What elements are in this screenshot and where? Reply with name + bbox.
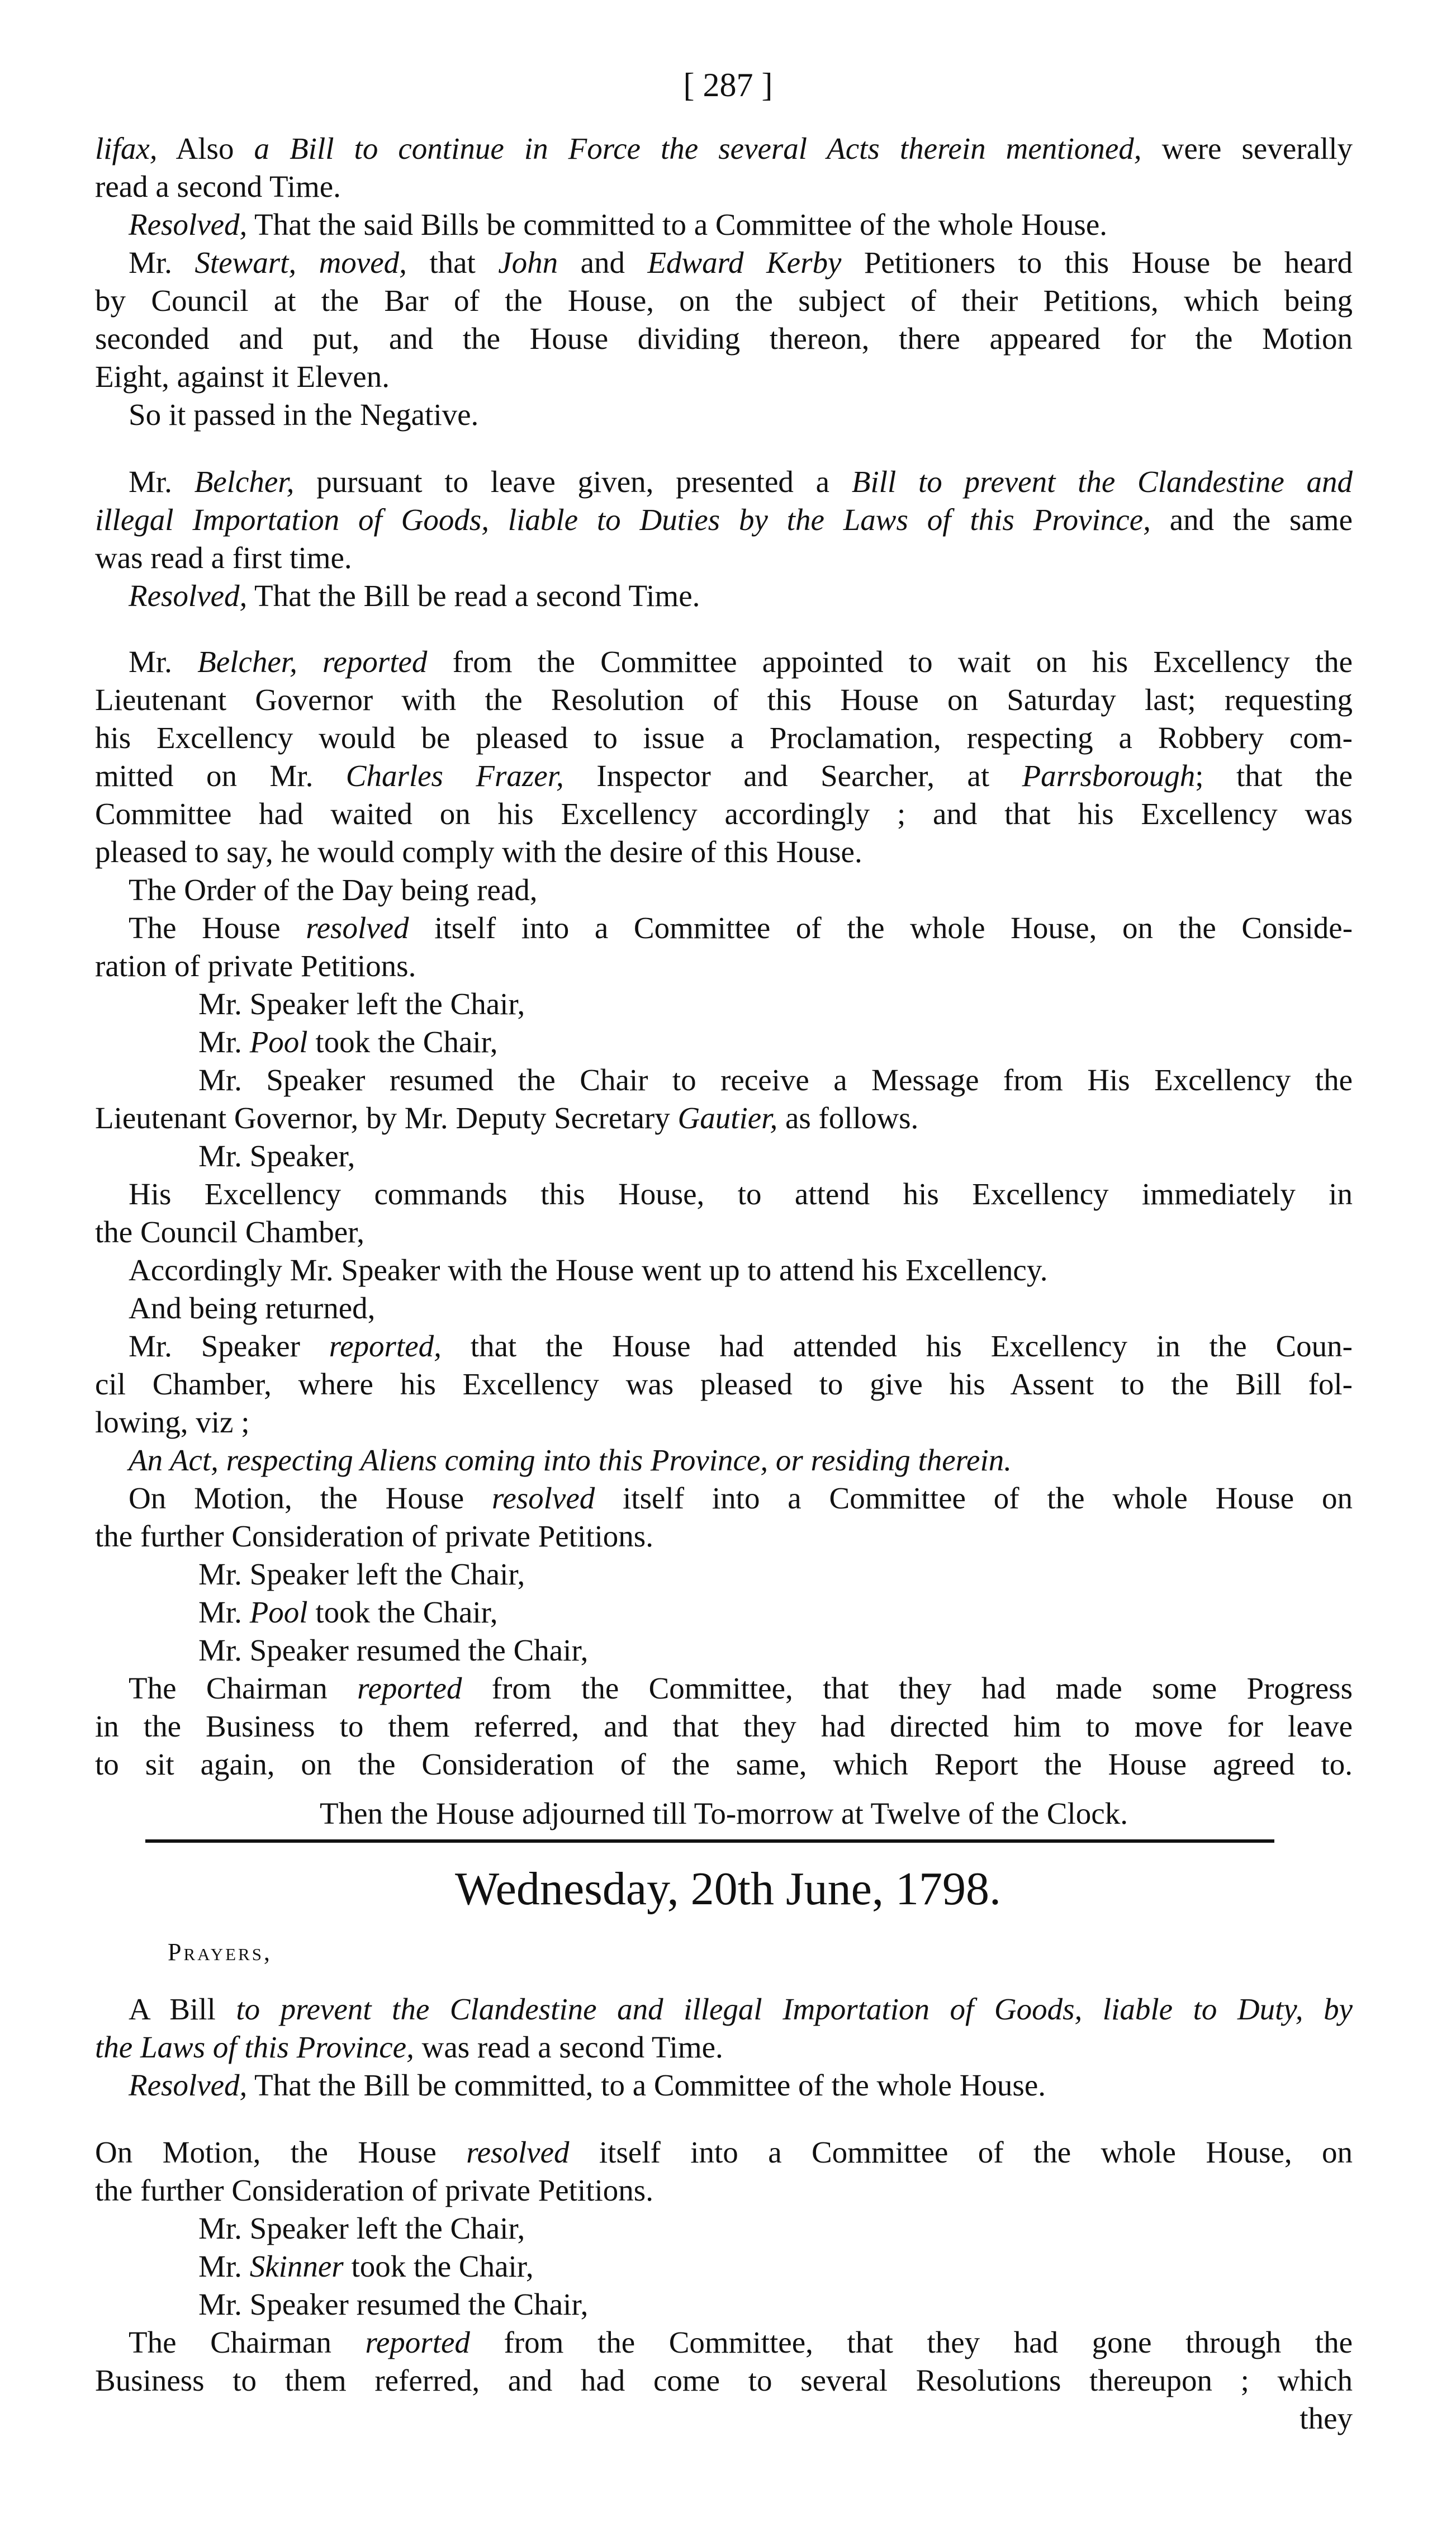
- text-line: the Council Chamber,: [95, 1215, 365, 1249]
- text-line: cil Chamber, where his Excellency was pleased to give his Assent to the Bill fol-: [95, 1367, 1353, 1401]
- text-line: Lieutenant Governor with the Resolution of this House on Saturday last; requesting: [95, 683, 1353, 717]
- text-line: His Excellency commands this House, to attend his Excellency immediately in: [129, 1177, 1353, 1211]
- text-line: Accordingly Mr. Speaker with the House went up to attend his Excellency.: [129, 1253, 1048, 1287]
- text-line: The House resolved itself into a Committee of the whole House, on the Conside-: [129, 911, 1353, 945]
- text-line: Resolved, That the Bill be committed, to a Committee of the whole House.: [129, 2068, 1046, 2102]
- text-line: Mr. Speaker left the Chair,: [198, 2211, 525, 2245]
- text-line: lowing, viz ;: [95, 1405, 250, 1439]
- text-line: the further Consideration of private Petitions.: [95, 2173, 653, 2207]
- text-line: Resolved, That the said Bills be committed to a Committee of the whole House.: [129, 207, 1107, 242]
- text-line: The Chairman reported from the Committee, that they had made some Progress: [129, 1671, 1353, 1705]
- text-line: The Order of the Day being read,: [129, 873, 538, 907]
- text-line: in the Business to them referred, and that they had directed him to move for leave: [95, 1709, 1353, 1743]
- text-line: So it passed in the Negative.: [129, 398, 479, 432]
- text-line: read a second Time.: [95, 169, 341, 204]
- text-line: And being returned,: [129, 1291, 376, 1325]
- text-line: Lieutenant Governor, by Mr. Deputy Secretary Gautier, as follows.: [95, 1101, 919, 1135]
- catchword: they: [1300, 2401, 1353, 2435]
- text-line: On Motion, the House resolved itself into a Committee of the whole House, on: [95, 2135, 1353, 2169]
- text-line: Mr. Speaker reported, that the House had attended his Excellency in the Coun-: [129, 1329, 1353, 1363]
- prayers-label: Prayers,: [168, 1938, 272, 1966]
- text-line: Mr. Skinner took the Chair,: [198, 2249, 534, 2283]
- text-line: the further Consideration of private Petitions.: [95, 1519, 653, 1553]
- text-line: Eight, against it Eleven.: [95, 359, 390, 394]
- text-line: lifax, Also a Bill to continue in Force the several Acts therein mentioned, were severally: [95, 131, 1353, 165]
- text-line: Committee had waited on his Excellency accordingly ; and that his Excellency was: [95, 797, 1353, 831]
- text-line: An Act, respecting Aliens coming into this Province, or residing therein.: [129, 1443, 1012, 1477]
- text-line: mitted on Mr. Charles Frazer, Inspector and Searcher, at Parrsborough; that the: [95, 759, 1353, 793]
- text-line: Resolved, That the Bill be read a second Time.: [129, 579, 700, 613]
- text-line: Mr. Speaker resumed the Chair,: [198, 1633, 589, 1667]
- text-line: Mr. Speaker left the Chair,: [198, 987, 525, 1021]
- date-heading: Wednesday, 20th June, 1798.: [455, 1863, 1001, 1915]
- text-line: Mr. Speaker resumed the Chair,: [198, 2287, 589, 2321]
- text-line: On Motion, the House resolved itself into a Committee of the whole House on: [129, 1481, 1353, 1515]
- text-line: Mr. Speaker resumed the Chair to receive a Message from His Excellency the: [198, 1063, 1353, 1097]
- page-number: [ 287 ]: [683, 67, 773, 103]
- text-line: his Excellency would be pleased to issue a Proclamation, respecting a Robbery com-: [95, 721, 1353, 755]
- text-line: Mr. Belcher, reported from the Committee appointed to wait on his Excellency the: [129, 645, 1353, 679]
- text-line: the Laws of this Province, was read a second Time.: [95, 2030, 723, 2064]
- text-line: by Council at the Bar of the House, on the subject of their Petitions, which being: [95, 283, 1353, 318]
- text-line: A Bill to prevent the Clandestine and illegal Importation of Goods, liable to Duty, by: [129, 1992, 1353, 2026]
- text-line: Then the House adjourned till To-morrow at Twelve of the Clock.: [320, 1796, 1128, 1830]
- text-line: seconded and put, and the House dividing thereon, there appeared for the Motion: [95, 321, 1353, 356]
- text-line: ration of private Petitions.: [95, 949, 416, 983]
- text-line: Mr. Stewart, moved, that John and Edward Kerby Petitioners to this House be heard: [129, 245, 1353, 280]
- divider-rule: [145, 1839, 1274, 1843]
- text-line: illegal Importation of Goods, liable to Duties by the Laws of this Province, and the same: [95, 503, 1353, 537]
- text-line: was read a first time.: [95, 541, 352, 575]
- text-line: pleased to say, he would comply with the desire of this House.: [95, 835, 862, 869]
- text-line: Mr. Speaker,: [198, 1139, 355, 1173]
- text-line: Mr. Pool took the Chair,: [198, 1595, 498, 1629]
- text-line: Mr. Pool took the Chair,: [198, 1025, 498, 1059]
- text-line: Business to them referred, and had come to several Resolutions thereupon ; which: [95, 2363, 1353, 2397]
- text-line: to sit again, on the Consideration of the same, which Report the House agreed to.: [95, 1747, 1353, 1781]
- text-line: The Chairman reported from the Committee, that they had gone through the: [129, 2325, 1353, 2359]
- text-line: Mr. Speaker left the Chair,: [198, 1557, 525, 1591]
- text-line: Mr. Belcher, pursuant to leave given, presented a Bill to prevent the Clandestine and: [129, 465, 1353, 499]
